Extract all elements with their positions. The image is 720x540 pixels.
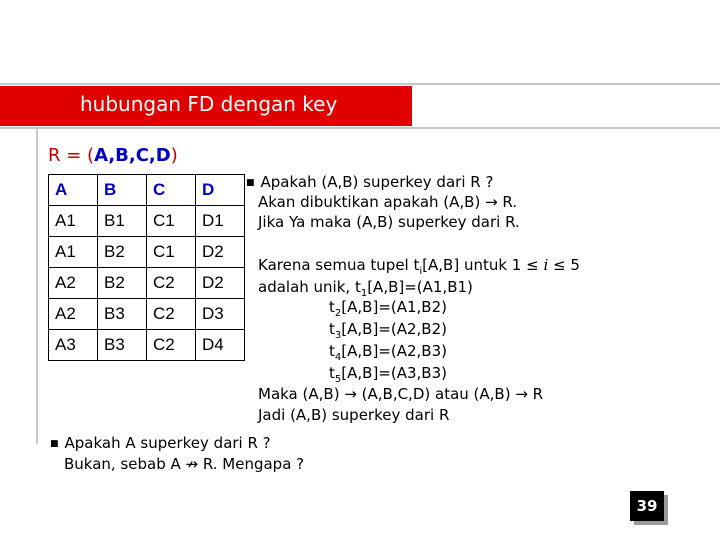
table-cell: A2 — [49, 299, 98, 330]
tuple-value: [A,B]=(A1,B2) — [341, 298, 447, 316]
question-1 — [246, 172, 493, 193]
table-cell: C1 — [147, 237, 196, 268]
tuple-subscript: 3 — [334, 330, 342, 341]
title-underline — [0, 127, 720, 129]
table-cell: A1 — [49, 206, 98, 237]
header-cell: D — [196, 175, 245, 206]
unik-subscript: 1 — [360, 288, 368, 299]
table-cell: D1 — [196, 206, 245, 237]
table-cell: B3 — [98, 299, 147, 330]
tuple-value: [A,B]=(A2,B2) — [341, 320, 447, 338]
jadi-line: Jadi (A,B) superkey dari R — [258, 406, 450, 424]
table-cell: D3 — [196, 299, 245, 330]
header-cell: B — [98, 175, 147, 206]
table-row — [49, 330, 245, 361]
answer-line: Bukan, sebab A ↛ R. Mengapa ? — [64, 455, 305, 473]
table-cell: A3 — [49, 330, 98, 361]
table-row — [49, 268, 245, 299]
tuple-letter: t — [329, 342, 335, 360]
table-cell: C2 — [147, 299, 196, 330]
proof-intro: Akan dibuktikan apakah (A,B) → R. — [258, 193, 518, 211]
bullet-square-icon: ■ — [246, 178, 255, 188]
karena-text-c: ≤ 5 — [548, 256, 580, 274]
table-header-row — [49, 175, 245, 206]
table-cell: D2 — [196, 268, 245, 299]
table-cell: B3 — [98, 330, 147, 361]
table-cell: A1 — [49, 237, 98, 268]
karena-italic-i: i — [543, 256, 549, 274]
question-2 — [50, 433, 271, 454]
relation-suffix: ) — [170, 145, 178, 166]
tuple-letter: t — [329, 320, 335, 338]
left-vertical-line — [36, 129, 38, 444]
top-divider-line — [0, 83, 720, 85]
relation-label — [48, 145, 178, 166]
question-1-text: Apakah (A,B) superkey dari R ? — [260, 173, 494, 191]
header-cell: A — [49, 175, 98, 206]
tuple-subscript: 2 — [334, 308, 342, 319]
table-cell: C1 — [147, 206, 196, 237]
unik-text-a: adalah unik, t — [258, 278, 361, 296]
tuple-subscript: 5 — [334, 374, 342, 385]
tuple-value: [A,B]=(A3,B3) — [341, 364, 447, 382]
relation-table — [48, 174, 245, 361]
tuple-value: [A,B]=(A2,B3) — [341, 342, 447, 360]
karena-text-a: Karena semua tupel t — [258, 256, 420, 274]
slide-title: hubungan FD dengan key — [80, 92, 338, 116]
karena-text-b: [A,B] untuk 1 ≤ — [422, 256, 544, 274]
table-row — [49, 299, 245, 330]
maka-line: Maka (A,B) → (A,B,C,D) atau (A,B) → R — [258, 385, 544, 403]
table-cell: A2 — [49, 268, 98, 299]
relation-prefix: R = ( — [48, 145, 95, 166]
table-cell: C2 — [147, 268, 196, 299]
page-number-badge: 39 — [630, 491, 664, 521]
header-cell: C — [147, 175, 196, 206]
proof-condition: Jika Ya maka (A,B) superkey dari R. — [258, 213, 520, 231]
relation-attrs: A,B,C,D — [94, 145, 171, 166]
table-cell: D2 — [196, 237, 245, 268]
table-row — [49, 206, 245, 237]
table-cell: C2 — [147, 330, 196, 361]
tuple-subscript: 4 — [334, 352, 342, 363]
bullet-square-icon: ■ — [50, 439, 59, 449]
karena-subscript: i — [419, 266, 423, 277]
tuple-letter: t — [329, 364, 335, 382]
unik-text-b: [A,B]=(A1,B1) — [367, 278, 473, 296]
table-cell: B1 — [98, 206, 147, 237]
table-cell: D4 — [196, 330, 245, 361]
tuple-letter: t — [329, 298, 335, 316]
table-cell: B2 — [98, 268, 147, 299]
table-row — [49, 237, 245, 268]
table-cell: B2 — [98, 237, 147, 268]
question-2-text: Apakah A superkey dari R ? — [64, 434, 271, 452]
